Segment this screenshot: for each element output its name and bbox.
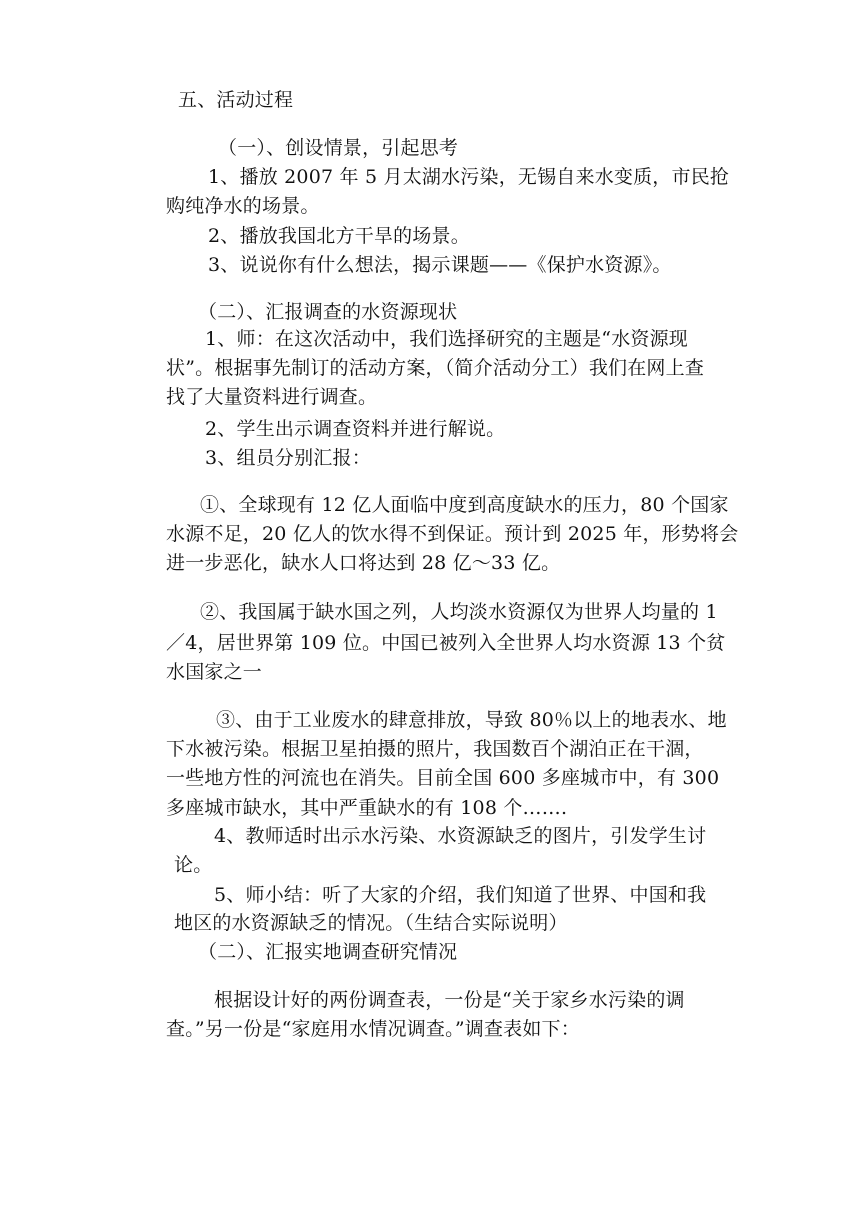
report3-line1: ③、由于工业废水的肆意排放，导致 80％以上的地表水、地 bbox=[216, 709, 727, 731]
part2-heading: （二）、汇报调查的水资源现状 bbox=[198, 301, 458, 323]
report3-line2: 下水被污染。根据卫星拍摄的照片，我国数百个湖泊正在干涸， bbox=[166, 738, 704, 760]
part2-item3: 3、组员分别汇报： bbox=[205, 447, 371, 469]
report2-line1: ②、我国属于缺水国之列，人均淡水资源仅为世界人均量的 1 bbox=[200, 601, 718, 623]
part2-item1-line2: 状”。根据事先制订的活动方案，（简介活动分工）我们在网上查 bbox=[166, 357, 705, 379]
report1-line2: 水源不足，20 亿人的饮水得不到保证。预计到 2025 年，形势将会 bbox=[166, 523, 739, 545]
report2-line3: 水国家之一 bbox=[166, 661, 263, 683]
part2-item1-line1: 1、师：在这次活动中，我们选择研究的主题是“水资源现 bbox=[205, 328, 689, 350]
part2-item1-line3: 找了大量资料进行调查。 bbox=[166, 386, 378, 408]
part3-para-line1: 根据设计好的两份调查表，一份是“关于家乡水污染的调 bbox=[214, 989, 685, 1011]
report3-line4: 多座城市缺水，其中严重缺水的有 108 个……. bbox=[166, 797, 568, 819]
part2-item5-line2: 地区的水资源缺乏的情况。（生结合实际说明） bbox=[174, 912, 568, 934]
part2-item5-line1: 5、师小结：听了大家的介绍，我们知道了世界、中国和我 bbox=[214, 884, 707, 906]
report2-line2: ／4，居世界第 109 位。中国已被列入全世界人均水资源 13 个贫 bbox=[166, 632, 726, 654]
part1-item1-line2: 购纯净水的场景。 bbox=[166, 195, 320, 217]
report3-line3: 一些地方性的河流也在消失。目前全国 600 多座城市中，有 300 bbox=[166, 767, 720, 789]
part3-para-line2: 查。”另一份是“家庭用水情况调查。”调查表如下： bbox=[166, 1018, 580, 1040]
section-title: 五、活动过程 bbox=[178, 89, 294, 111]
part2-item4-line2: 论。 bbox=[174, 854, 213, 876]
part3-heading: （二）、汇报实地调查研究情况 bbox=[198, 941, 458, 963]
report1-line1: ①、全球现有 12 亿人面临中度到高度缺水的压力，80 个国家 bbox=[200, 494, 729, 516]
part1-item1-line1: 1、播放 2007 年 5 月太湖水污染，无锡自来水变质，市民抢 bbox=[208, 166, 730, 188]
part2-item2: 2、学生出示调查资料并进行解说。 bbox=[205, 418, 506, 440]
part1-item3: 3、说说你有什么想法，揭示课题——《保护水资源》。 bbox=[208, 254, 672, 276]
part1-item2: 2、播放我国北方干旱的场景。 bbox=[208, 225, 470, 247]
part2-item4-line1: 4、教师适时出示水污染、水资源缺乏的图片，引发学生讨 bbox=[214, 825, 707, 847]
part1-heading: （一）、创设情景，引起思考 bbox=[218, 137, 459, 159]
report1-line3: 进一步恶化，缺水人口将达到 28 亿～33 亿。 bbox=[166, 552, 561, 574]
